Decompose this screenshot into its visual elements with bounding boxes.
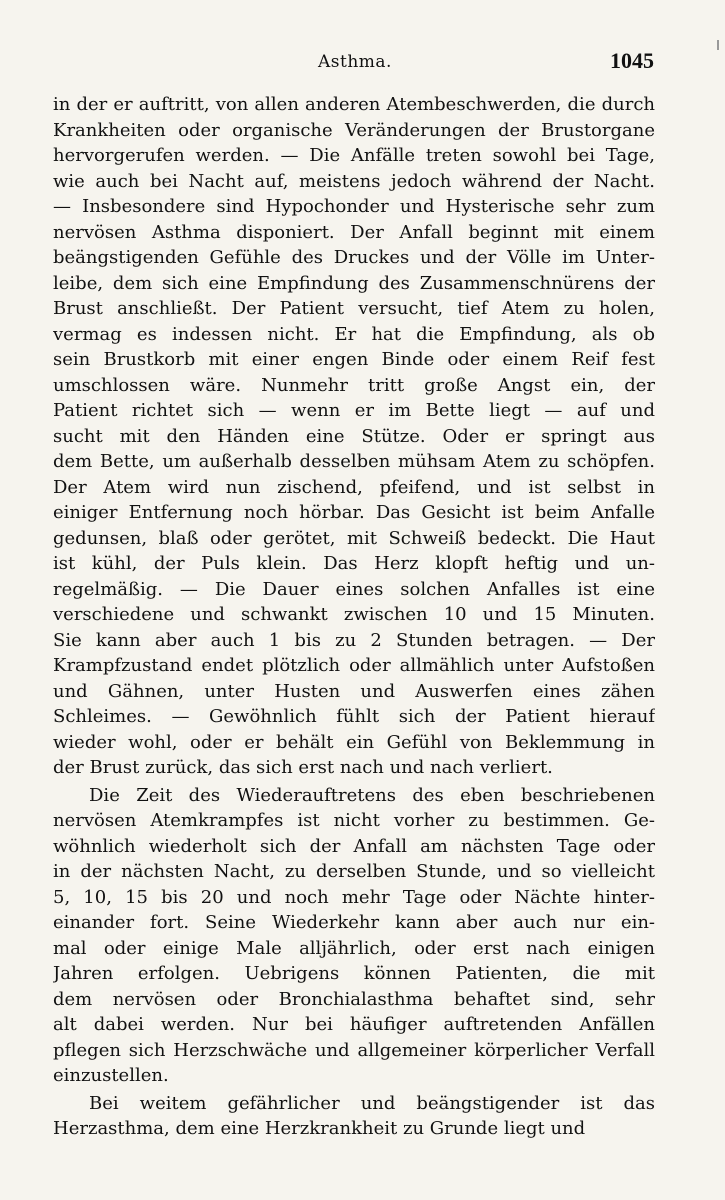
text-line: mal oder einige Male alljährlich, oder erst nach einigen xyxy=(53,937,655,959)
text-line: gedunsen, blaß oder gerötet, mit Schweiß bedeckt. Die Haut xyxy=(53,527,655,549)
text-line: Herzasthma, dem eine Herzkrankheit zu Grunde liegt und xyxy=(53,1118,586,1139)
page-edge-mark xyxy=(717,40,719,50)
text-line: — Insbesondere sind Hypochonder und Hysterische sehr zum xyxy=(53,196,655,217)
text-line: Patient richtet sich — wenn er im Bette liegt — auf und xyxy=(53,400,655,421)
text-line: umschlossen wäre. Nunmehr tritt große Angst ein, der xyxy=(53,374,655,396)
text-line: dem Bette, um außerhalb desselben mühsam Atem zu schöpfen. xyxy=(53,451,655,472)
text-line: Brust anschließt. Der Patient versucht, tief Atem zu holen, xyxy=(53,298,655,319)
text-line: 5, 10, 15 bis 20 und noch mehr Tage oder Nächte hinter- xyxy=(53,886,655,908)
text-line: nervösen Atemkrampfes ist nicht vorher zu bestimmen. Ge- xyxy=(53,810,655,831)
text-line: Jahren erfolgen. Uebrigens können Patienten, die mit xyxy=(53,963,655,984)
text-line: sucht mit den Händen eine Stütze. Oder er springt aus xyxy=(53,425,655,447)
text-line: beängstigenden Gefühle des Druckes und der Völle im Unter- xyxy=(53,247,655,268)
text-line: der Brust zurück, das sich erst nach und nach verliert. xyxy=(53,757,553,778)
text-line: wieder wohl, oder er behält ein Gefühl von Beklemmung in xyxy=(53,731,655,753)
text-line: und Gähnen, unter Husten und Auswerfen eines zähen xyxy=(53,680,655,702)
text-line: einander fort. Seine Wiederkehr kann aber auch nur ein- xyxy=(53,912,655,933)
text-line: in der er auftritt, von allen anderen Atembeschwerden, die durch xyxy=(53,94,655,115)
text-line: verschiedene und schwankt zwischen 10 und 15 Minuten. xyxy=(53,604,655,625)
text-line: Die Zeit des Wiederauftretens des eben beschriebenen xyxy=(89,784,655,806)
text-line: in der nächsten Nacht, zu derselben Stunde, und so vielleicht xyxy=(53,861,655,882)
text-line: einiger Entfernung noch hörbar. Das Gesicht ist beim Anfalle xyxy=(53,502,655,523)
text-line: ist kühl, der Puls klein. Das Herz klopft heftig und un- xyxy=(53,553,655,574)
text-line: alt dabei werden. Nur bei häufiger auftretenden Anfällen xyxy=(53,1014,655,1035)
text-line: Sie kann aber auch 1 bis zu 2 Stunden betragen. — Der xyxy=(53,629,655,651)
text-line: leibe, dem sich eine Empfindung des Zusammenschnürens der xyxy=(53,272,655,294)
text-line: hervorgerufen werden. — Die Anfälle treten sowohl bei Tage, xyxy=(53,145,655,166)
text-line: Krankheiten oder organische Veränderungen der Brustorgane xyxy=(53,119,655,141)
running-head xyxy=(56,48,654,80)
text-line: Bei weitem gefährlicher und beängstigender ist das xyxy=(89,1092,655,1114)
text-line: dem nervösen oder Bronchialasthma behaftet sind, sehr xyxy=(53,988,655,1010)
text-line: Der Atem wird nun zischend, pfeifend, und ist selbst in xyxy=(53,476,655,498)
page-number: 1045 xyxy=(610,48,654,73)
text-line: einzustellen. xyxy=(53,1065,169,1086)
text-line: Schleimes. — Gewöhnlich fühlt sich der Patient hierauf xyxy=(53,706,655,727)
paragraph xyxy=(53,783,655,1089)
text-line: Krampfzustand endet plötzlich oder allmählich unter Aufstoßen xyxy=(53,655,655,676)
running-title: Asthma. xyxy=(318,52,392,72)
text-line: regelmäßig. — Die Dauer eines solchen Anfalles ist eine xyxy=(53,578,655,600)
text-line: wie auch bei Nacht auf, meistens jedoch während der Nacht. xyxy=(53,170,655,192)
text-line: vermag es indessen nicht. Er hat die Empfindung, als ob xyxy=(53,323,655,345)
paragraph xyxy=(53,1091,655,1142)
text-line: sein Brustkorb mit einer engen Binde oder einem Reif fest xyxy=(53,349,655,370)
paragraph xyxy=(53,92,655,781)
body-text xyxy=(53,92,655,1142)
text-line: pflegen sich Herzschwäche und allgemeiner körperlicher Verfall xyxy=(53,1039,655,1061)
text-line: nervösen Asthma disponiert. Der Anfall beginnt mit einem xyxy=(53,221,655,243)
text-line: wöhnlich wiederholt sich der Anfall am nächsten Tage oder xyxy=(53,835,655,857)
